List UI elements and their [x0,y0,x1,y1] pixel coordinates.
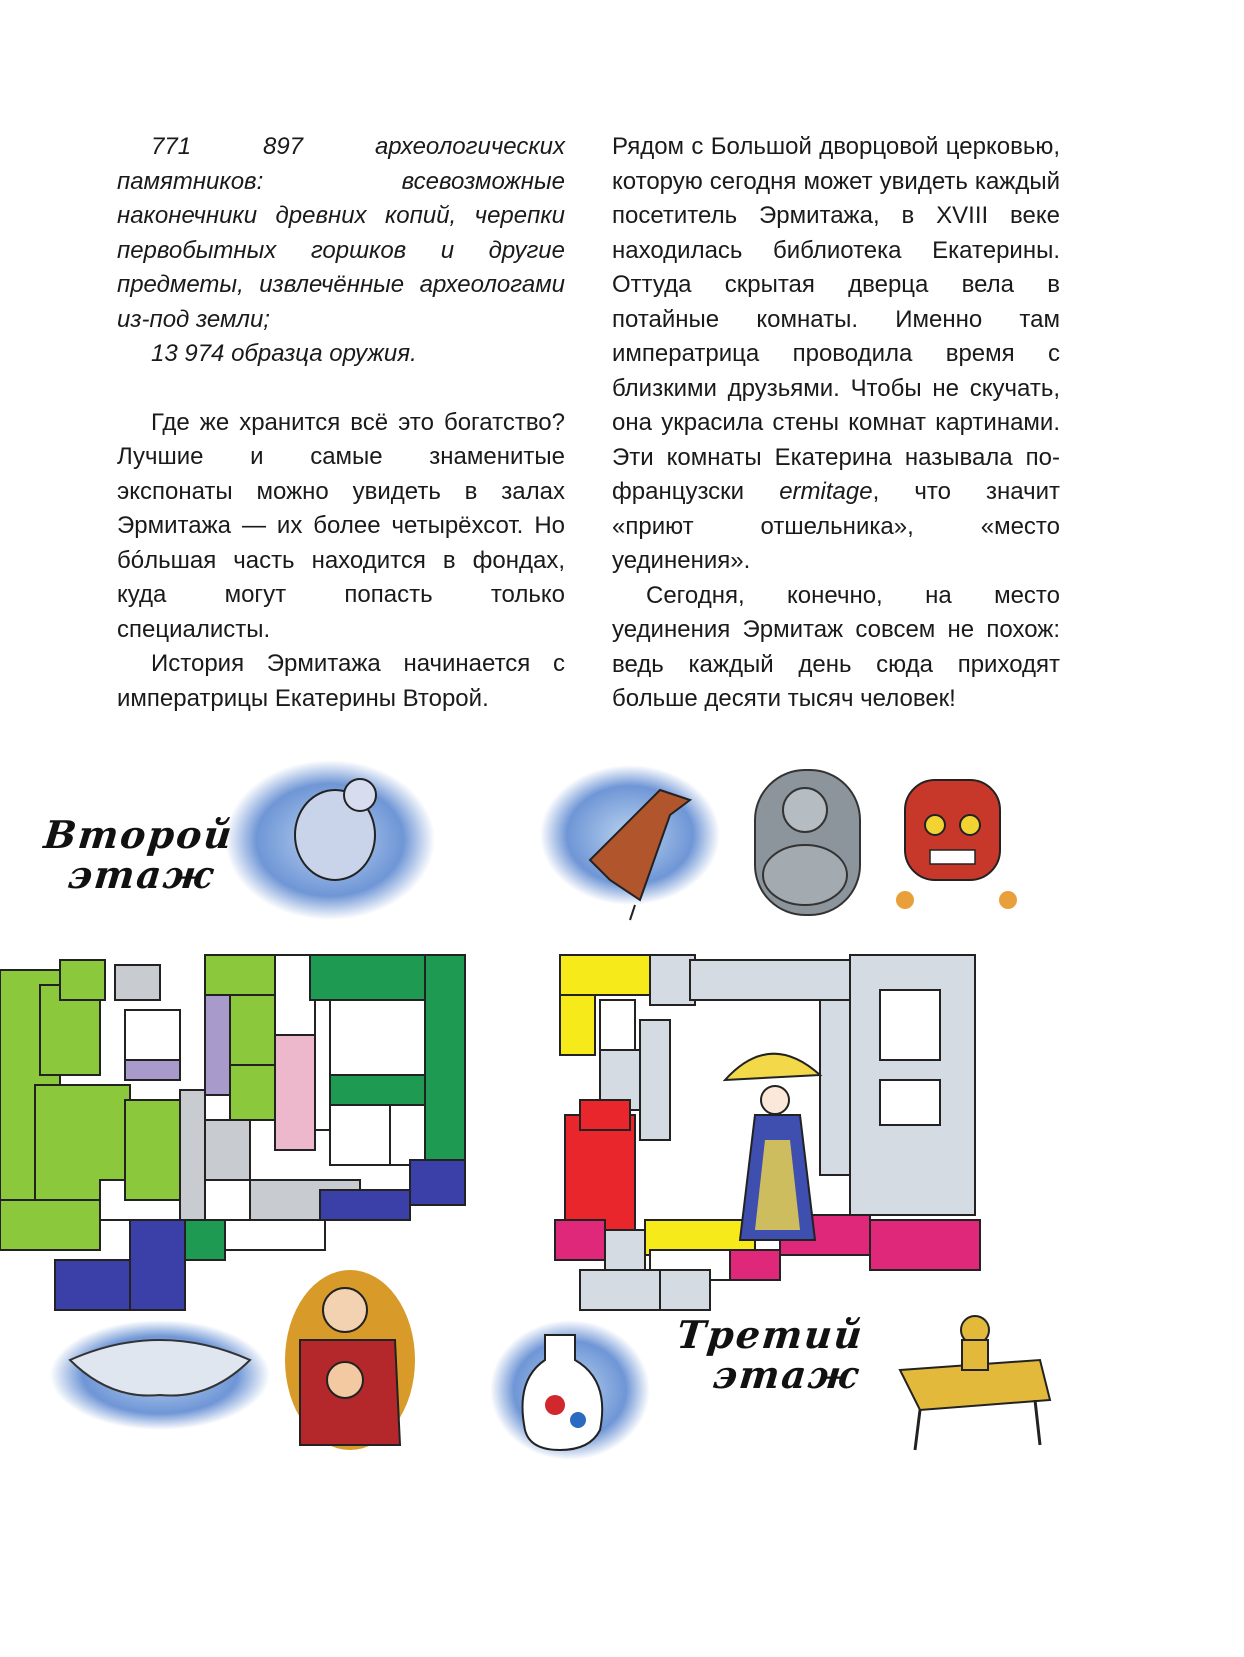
history-paragraph: История Эрмитажа начинается с императрицы Екатерины Второй. [117,650,565,712]
crouching-figure-icon [225,760,435,920]
buddha-statue-icon [755,770,860,915]
geisha-figure-icon [725,1054,820,1240]
demon-mask-icon [896,780,1017,909]
deity-on-horse-icon [900,1316,1050,1450]
today-paragraph: Сегодня, конечно, на место уединения Эрмитаж совсем не похож: ведь каждый день сюда приходят больше десяти тысяч человек! [612,581,1060,712]
weapons-count-paragraph: 13 974 образца оружия. [151,340,417,367]
eagle-icon [540,765,720,920]
ermitage-word: ermitage [779,478,873,505]
second-floor-plan [0,955,465,1310]
jug-icon [490,1320,650,1460]
third-floor-label: Третий этаж [674,1312,867,1397]
archaeology-count-paragraph: 771 897 археологических памятников: всевозможные наконечники древних копий, черепки первобытных горшков и другие предметы, извлечённые археологами из-под земли; [117,133,565,333]
madonna-painting-icon [285,1270,415,1450]
library-paragraph: Рядом с Большой дворцовой церковью, которую сегодня может увидеть каждый посетитель Эрмитажа, в XVIII веке находилась библиотека Екатерины. Оттуда скрытая дверца вела в потайные комнаты. Именно там императрица проводила время с близкими друзьями. Чтобы не скучать, она украсила стены комнат картинами. Эти комнаты Екатерина называла по-французски ermitage, что значит «приют отшельника», «место уединения». [612,133,1061,574]
storage-paragraph: Где же хранится всё это богатство? Лучшие и самые знаменитые экспонаты можно увидеть в залах Эрмитажа — их более четырёхсот. Но бóльшая часть находится в фондах, куда могут попасть только специалисты. [117,408,565,643]
chandelier-icon [50,1320,270,1430]
second-floor-label: Второй этаж [41,812,236,897]
